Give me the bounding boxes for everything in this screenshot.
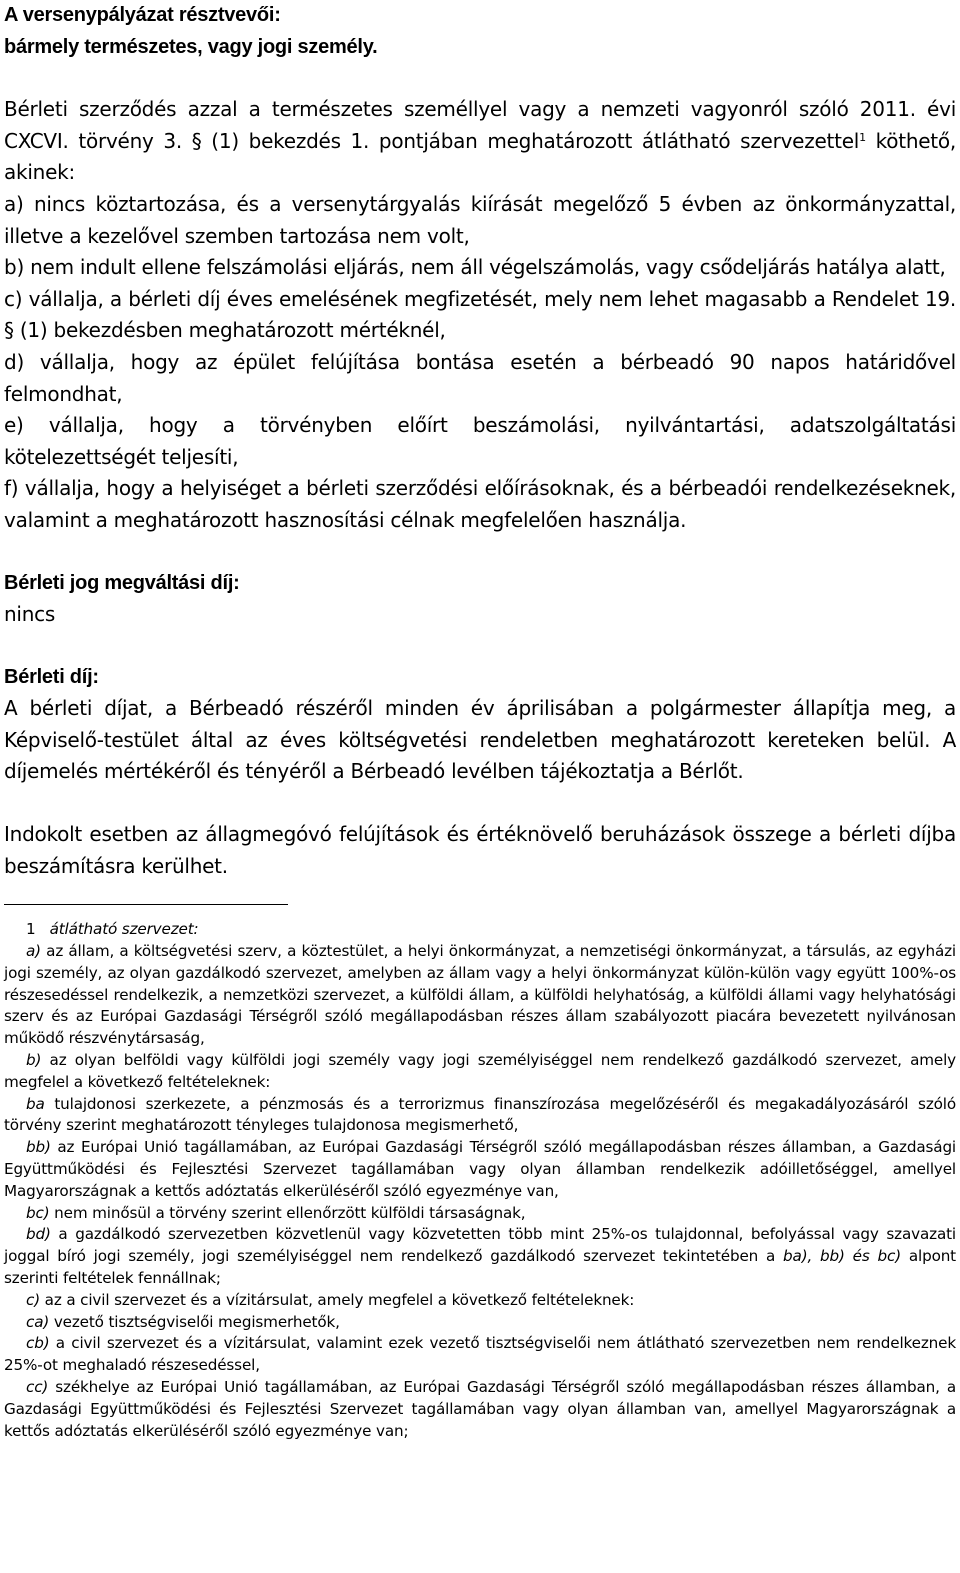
- condition-c: c) vállalja, a bérleti díj éves emelésének megfizetését, mely nem lehet magasabb a Rendelet 19. § (1) bekezdésben meghatározott mértéknél,: [4, 286, 956, 343]
- footnote-item-b: b) az olyan belföldi vagy külföldi jogi személy vagy jogi személyiséggel nem rendelkező gazdálkodó szervezet, amely megfelel a következő feltételeknek:: [4, 1051, 956, 1091]
- footnote-item-bb: bb) az Európai Unió tagállamában, az Európai Gazdasági Térségről szóló megállapodásban részes államban, a Gazdasági Együttműködési és Fejlesztési Szervezet tagállamában vagy olyan államban rendelkezik adóilletőséggel, amellyel Magyarországnak a kettős adóztatás elkerüléséről szóló egyezménye van,: [4, 1138, 956, 1200]
- footnote-item-ca: ca) vezető tisztségviselői megismerhetők,: [26, 1312, 340, 1331]
- footnote-item-a: a) az állam, a költségvetési szerv, a köztestület, a helyi önkormányzat, a nemzetiségi önkormányzat, a társulás, az egyházi jogi személy, az olyan gazdálkodó szervezet, amelyben az állam vagy a helyi önkormányzat külön-külön vagy együtt 100%-os részesedéssel rendelkezik, a nemzetközi szervezet, a külföldi állam, a külföldi helyhatóság, a külföldi állami vagy helyhatósági szerv és az Európai Gazdasági Térségről szóló megállapodásban részes állam szabályozott piacára bevezetett nyilvánosan működő részvénytársaság,: [4, 942, 956, 1048]
- redemption-heading: Bérleti jog megváltási díj:: [4, 571, 240, 594]
- condition-d: d) vállalja, hogy az épület felújítása bontása esetén a bérbeadó 90 napos határidővel felmondhat,: [4, 349, 956, 406]
- footnote-item-cb: cb) a civil szervezet és a vízitársulat, valamint ezek vezető tisztségviselői nem átlátható szervezetben nem rendelkeznek 25%-ot meghaladó részesedéssel,: [4, 1334, 956, 1375]
- condition-f: f) vállalja, hogy a helyiséget a bérleti szerződési előírásoknak, és a bérbeadói rendelkezéseknek, valamint a meghatározott hasznosítási célnak megfelelően használja.: [4, 476, 956, 532]
- footnote-item-bc: bc) nem minősül a törvény szerint ellenőrzött külföldi társaságnak,: [26, 1203, 526, 1222]
- participants-heading: A versenypályázat résztvevői:: [4, 4, 281, 26]
- footnote-title: 1 átlátható szervezet:: [26, 920, 199, 939]
- redemption-value: nincs: [4, 602, 56, 627]
- footnote-item-c: c) az a civil szervezet és a vízitársulat, amely megfelel a következő feltételeknek:: [26, 1290, 635, 1309]
- footnote-item-bd: bd) a gazdálkodó szervezetben közvetlenül vagy közvetetten több mint 25%-os tulajdonnal, befolyással vagy szavazati joggal bíró jogi személy, jogi személyiséggel nem rendelkező gazdálkodó szervezet tekintetében a ba), bb) és bc) alpont szerinti feltételek fennállnak;: [4, 1225, 956, 1287]
- fee-paragraph: A bérleti díjat, a Bérbeadó részéről minden év áprilisában a polgármester állapítja meg, a Képviselő-testület által az éves költségvetési rendeletben meghatározott kereteken belül. A díjemelés mértékéről és tényéről a Bérbeadó levélben tájékoztatja a Bérlőt.: [4, 696, 956, 784]
- condition-b: b) nem indult ellene felszámolási eljárás, nem áll végelszámolás, vagy csődeljárás hatálya alatt,: [4, 255, 946, 280]
- footnote-item-cc: cc) székhelye az Európai Unió tagállamában, az Európai Gazdasági Térségről szóló megállapodásban részes államban, a Gazdasági Együttműködési és Fejlesztési Szervezet tagállamában vagy olyan államban van, amellyel Magyarországnak a kettős adóztatás elkerüléséről szóló egyezménye van;: [4, 1377, 956, 1440]
- fee-heading: Bérleti díj:: [4, 665, 99, 688]
- condition-e: e) vállalja, hogy a törvényben előírt beszámolási, nyilvántartási, adatszolgáltatási kötelezettségét teljesíti,: [4, 413, 956, 469]
- condition-a: a) nincs köztartozása, és a versenytárgyalás kiírását megelőző 5 évben az önkormányzattal, illetve a kezelővel szemben tartozása nem volt,: [4, 191, 956, 248]
- participants-subheading: bármely természetes, vagy jogi személy.: [4, 35, 378, 58]
- footnote-item-ba: ba tulajdonosi szerkezete, a pénzmosás és a terrorizmus finanszírozása megelőzéséről és megakadályozásáról szóló törvény szerint meghatározott tényleges tulajdonosa megismerhető,: [4, 1094, 956, 1135]
- main-text: [4, 0, 956, 882]
- footnote: [4, 919, 956, 1442]
- investment-paragraph: Indokolt esetben az állagmegóvó felújítások és értéknövelő beruházások összege a bérleti díjba beszámításra kerülhet.: [4, 822, 956, 878]
- document-page: [4, 0, 956, 1442]
- footnote-reference[interactable]: 1: [859, 130, 866, 144]
- eligibility-paragraph: Bérleti szerződés azzal a természetes személlyel vagy a nemzeti vagyonról szóló 2011. évi CXCVI. törvény 3. § (1) bekezdés 1. pontjában meghatározott átlátható szervezettel$^1$ köthető, akinek:: [4, 97, 956, 185]
- footnote-marker: 1: [26, 920, 36, 939]
- footnote-separator: [4, 904, 288, 905]
